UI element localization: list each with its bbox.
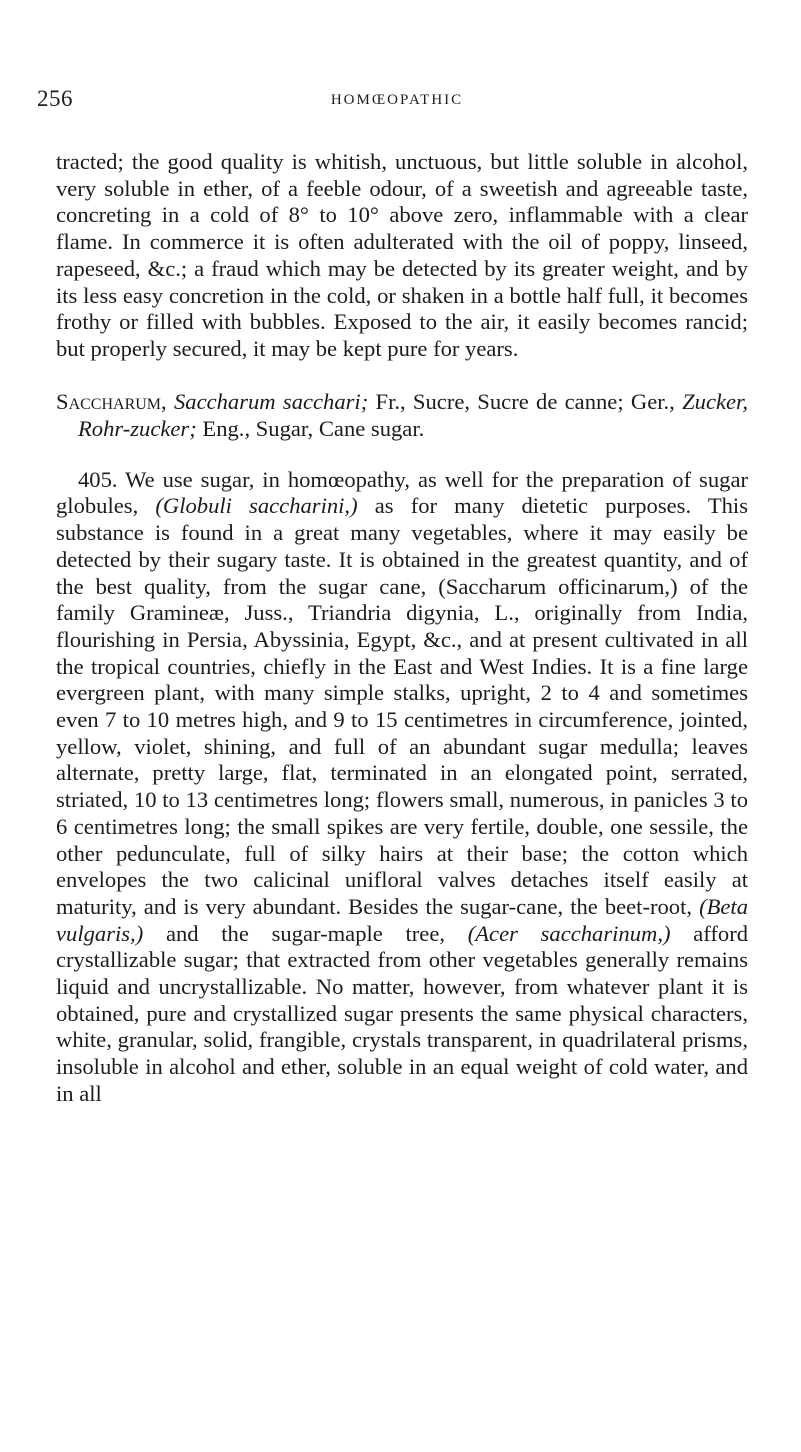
entry-latin-name: Saccharum sacchari; xyxy=(173,389,369,415)
page-number: 256 xyxy=(37,86,73,111)
running-head: HOMŒOPATHIC xyxy=(330,92,464,108)
saccharum-entry xyxy=(56,389,748,442)
entry-french-names: Fr., Sucre, Sucre de canne; Ger., xyxy=(375,389,675,415)
entry-english-names: Eng., Sugar, Cane sugar. xyxy=(202,416,425,442)
entry-headword: Saccharum, xyxy=(56,389,167,415)
para405-italic-acer: (Acer saccharinum,) xyxy=(467,920,671,946)
page-header xyxy=(37,86,757,126)
para405-italic-beta: (Beta vulgaris,) xyxy=(56,893,748,946)
para405-italic-globuli: (Globuli saccharini,) xyxy=(155,493,358,519)
para405-text-1: 405. We use sugar, in homœopathy, as well for the preparation of sugar globules, xyxy=(56,466,748,519)
para405-text-3: and the sugar-maple tree, xyxy=(165,920,446,946)
body-text xyxy=(56,149,748,1108)
entry-german-names: Zucker, Rohr-zucker; xyxy=(78,389,748,442)
paragraph-continued: tracted; the good quality is whitish, unctuous, but little soluble in alcohol, very soluble in ether, of a feeble odour, of a sweetish and agreeable taste, concreting in a cold of 8° to 10° above zero, inflammable with a clear flame. In commerce it is often adulterated with the oil of poppy, linseed, rapeseed, &c.; a fraud which may be detected by its greater weight, and by its less easy concretion in the cold, or shaken in a bottle half full, it becomes frothy or filled with bubbles. Exposed to the air, it easily becomes rancid; but properly secured, it may be kept pure for years. xyxy=(56,149,748,361)
para405-text-4: afford crystallizable sugar; that extracted from other vegetables generally remains liquid and uncrystallizable. No matter, however, from whatever plant it is obtained, pure and crystallized sugar presents the same physical characters, white, granular, solid, frangible, crystals transparent, in quadrilateral prisms, insoluble in alcohol and ether, soluble in an equal weight of cold water, and in all xyxy=(56,920,749,1106)
paragraph-405 xyxy=(56,467,748,1108)
para405-text-2: as for many dietetic purposes. This substance is found in a great many vegetables, where it may easily be detected by their sugary taste. It is obtained in the greatest quantity, and of the best quality, from the sugar cane, (Saccharum officinarum,) of the family Gramineæ, Juss., Triandria digynia, L., originally from India, flourishing in Persia, Abyssinia, Egypt, &c., and at present cultivated in all the tropical countries, chiefly in the East and West Indies. It is a fine large evergreen plant, with many simple stalks, upright, 2 to 4 and sometimes even 7 to 10 metres high, and 9 to 15 centimetres in circumference, jointed, yellow, violet, shining, and full of an abundant sugar medulla; leaves alternate, pretty large, flat, terminated in an elongated point, serrated, striated, 10 to 13 centimetres long; flowers small, numerous, in panicles 3 to 6 centimetres long; the small spikes are very fertile, double, one sessile, the other pedunculate, full of silky hairs at their base; the cotton which envelopes the two calicinal unifloral valves detaches itself easily at maturity, and is very abundant. Besides the sugar-cane, the beet-root, xyxy=(56,493,748,919)
